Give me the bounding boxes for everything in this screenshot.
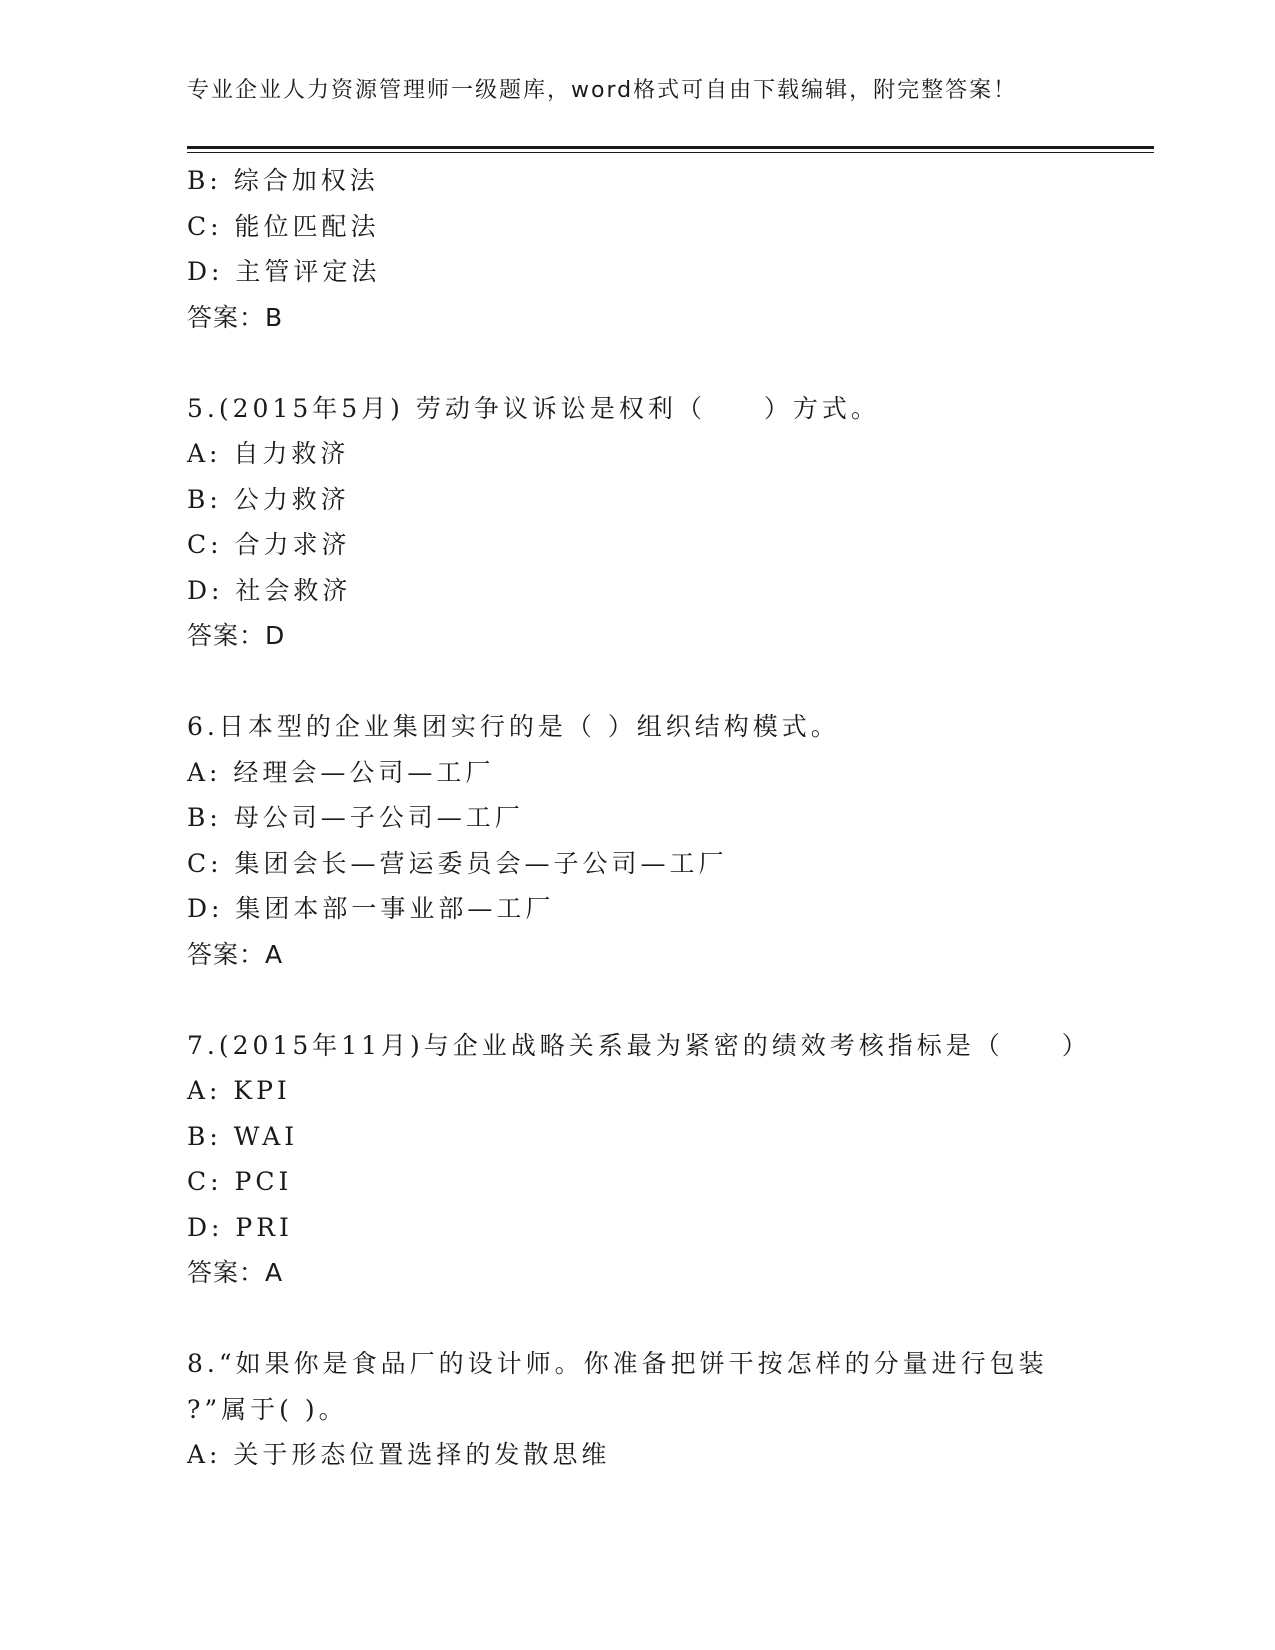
- option-b: B: WAI: [187, 1121, 299, 1151]
- question-6: [187, 704, 1107, 977]
- option-d: D: 集团本部一事业部—工厂: [187, 894, 555, 923]
- header-divider-thin: [187, 152, 1154, 153]
- option-c: C: 合力求济: [187, 530, 351, 559]
- question-text: 7.(2015年11月)与企业战略关系最为紧密的绩效考核指标是（ ）: [187, 1030, 1091, 1060]
- option-a: A: 经理会—公司—工厂: [187, 757, 495, 787]
- answer: 答案：D: [187, 621, 286, 650]
- spacer: [187, 659, 1107, 705]
- question-list: [187, 158, 1107, 1478]
- option-b: B: 母公司—子公司—工厂: [187, 803, 524, 832]
- question-5: [187, 386, 1107, 659]
- option-d: D: 主管评定法: [187, 257, 381, 286]
- option-b: B: 公力救济: [187, 484, 350, 514]
- answer: 答案：A: [187, 1258, 284, 1287]
- option-c: C: PCI: [187, 1167, 293, 1196]
- question-text: 6.日本型的企业集团实行的是（ ）组织结构模式。: [187, 712, 840, 741]
- spacer: [187, 977, 1107, 1023]
- option-a: A: KPI: [187, 1076, 291, 1105]
- option-b: B: 综合加权法: [187, 166, 379, 195]
- answer: 答案：B: [187, 302, 284, 332]
- answer: 答案：A: [187, 939, 284, 969]
- option-d: D: 社会救济: [187, 575, 352, 605]
- spacer: [187, 340, 1107, 386]
- option-c: C: 能位匹配法: [187, 211, 380, 241]
- question-text: 5.(2015年5月) 劳动争议诉讼是权利（ ）方式。: [187, 393, 880, 423]
- question-text: 8.“如果你是食品厂的设计师。你准备把饼干按怎样的分量进行包装: [187, 1349, 1048, 1378]
- option-a: A: 自力救济: [187, 439, 350, 468]
- question-7: [187, 1023, 1107, 1296]
- header-divider-thick: [187, 146, 1154, 149]
- option-a: A: 关于形态位置选择的发散思维: [187, 1440, 611, 1469]
- spacer: [187, 1296, 1107, 1342]
- question-text-continued: ?”属于( )。: [187, 1394, 348, 1424]
- question-8: [187, 1341, 1107, 1478]
- option-d: D: PRI: [187, 1212, 293, 1242]
- question-4-continued: [187, 158, 1107, 340]
- option-c: C: 集团会长—营运委员会—子公司—工厂: [187, 848, 728, 878]
- page-header: 专业企业人力资源管理师一级题库，word格式可自由下载编辑，附完整答案！: [187, 78, 1018, 103]
